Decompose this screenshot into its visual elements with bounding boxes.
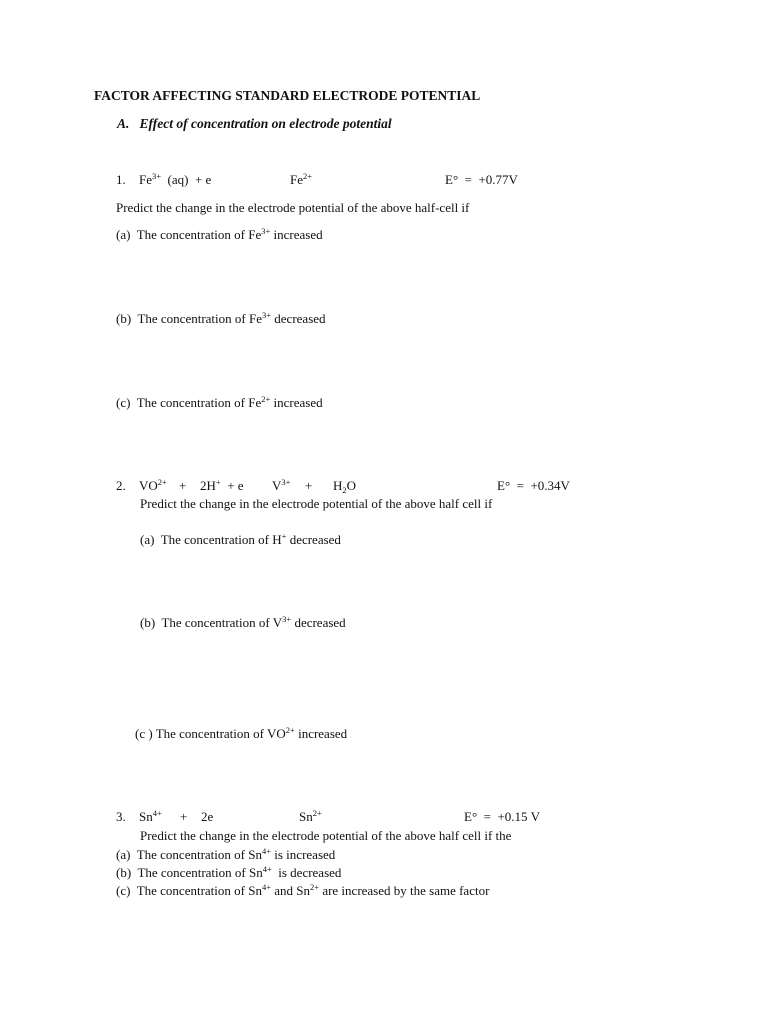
q2-equation-vo: $VO^{2+}$ [139, 477, 167, 493]
q3-plus: + [180, 809, 188, 824]
q3-equation-sn2: $Sn^{2+}$ [299, 808, 322, 824]
q3-electrons: 2e [201, 809, 214, 824]
q1-equation-product: $Fe^{2+}$ [290, 171, 313, 187]
section-heading [117, 116, 392, 132]
q1-number: 1. [116, 172, 126, 187]
q2-prompt: Predict the change in the electrode potential of the above half cell if [140, 496, 493, 511]
section-heading-text: Effect of concentration on electrode potential [139, 116, 392, 131]
q2-number: 2. [116, 478, 126, 493]
page-title: FACTOR AFFECTING STANDARD ELECTRODE POTENTIAL [94, 88, 481, 103]
q1-part-a: (a) The concentration of $Fe^{3+}$ increased [116, 226, 323, 242]
q1-part-b: (b) The concentration of $Fe^{3+}$ decreased [116, 310, 326, 326]
q3-part-c: (c) The concentration of $Sn^{4+}$ and $Sn^{2+}$ are increased by the same factor [116, 882, 490, 898]
q1-standard-potential: E° = +0.77V [445, 172, 518, 187]
q3-standard-potential: E° = +0.15 V [464, 809, 540, 824]
section-letter: A. [117, 116, 130, 131]
q2-plus-2: + [305, 478, 313, 493]
q3-part-b: (b) The concentration of $Sn^{4+}$ is decreased [116, 864, 342, 880]
q3-number: 3. [116, 809, 126, 824]
q1-prompt: Predict the change in the electrode potential of the above half-cell if [116, 200, 470, 215]
q2-plus-1: + [179, 478, 187, 493]
q2-equation-water: $H_2O$ [333, 478, 357, 495]
q2-equation-h: 2H+ + e [200, 477, 244, 493]
q2-part-b: (b) The concentration of $V^{3+}$ decreased [140, 614, 346, 630]
q2-part-a: (a) The concentration of H+ decreased [140, 531, 341, 547]
q3-prompt: Predict the change in the electrode potential of the above half cell if the [140, 828, 512, 843]
q2-part-c: (c ) The concentration of $VO^{2+}$ increased [135, 725, 348, 741]
q1-part-c: (c) The concentration of $Fe^{2+}$ increased [116, 394, 323, 410]
q1-equation-reactant: $Fe^{3+}$ (aq) + e [139, 171, 212, 187]
q3-equation-sn4: $Sn^{4+}$ [139, 808, 162, 824]
q2-equation-v: $V^{3+}$ [272, 477, 291, 493]
q3-part-a: (a) The concentration of $Sn^{4+}$ is increased [116, 846, 336, 862]
q2-standard-potential: E° = +0.34V [497, 478, 570, 493]
